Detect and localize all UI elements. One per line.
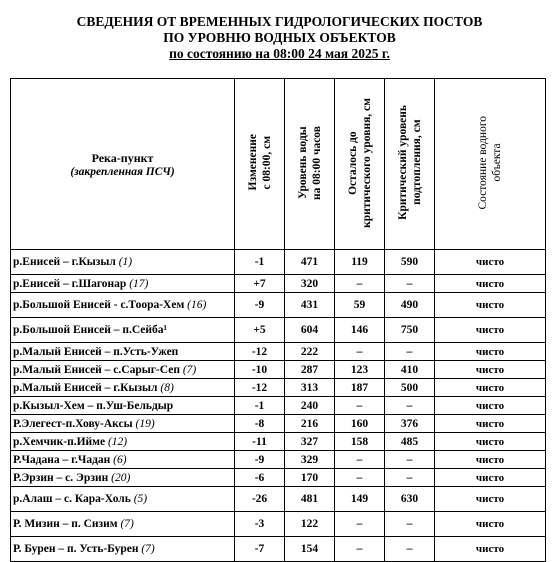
river-point-name: Р. Мизин – п. Сизим bbox=[13, 518, 118, 530]
state-cell: чисто bbox=[435, 293, 546, 318]
river-point-note: (5) bbox=[133, 493, 148, 505]
river-point-note: (7) bbox=[120, 518, 134, 530]
change-cell: -12 bbox=[235, 379, 285, 397]
river-point bbox=[11, 343, 235, 361]
state-cell: чисто bbox=[435, 250, 546, 275]
river-point-name: р.Малый Енисей – г.Кызыл bbox=[13, 381, 158, 394]
change-cell: -1 bbox=[235, 250, 285, 275]
river-point bbox=[11, 379, 235, 397]
col-remaining bbox=[335, 79, 385, 250]
remaining-cell: – bbox=[335, 343, 385, 361]
river-point bbox=[11, 318, 235, 343]
col-change bbox=[235, 79, 285, 250]
remaining-cell: 160 bbox=[335, 415, 385, 433]
river-point bbox=[11, 537, 235, 562]
river-point-name: р.Малый Енисей – с.Сарыг-Сеп bbox=[13, 363, 180, 376]
table-row bbox=[11, 361, 546, 379]
state-cell: чисто bbox=[435, 433, 546, 451]
level-cell: 431 bbox=[285, 293, 335, 318]
report-date: по состоянию на 08:00 24 мая 2025 г. bbox=[169, 46, 390, 61]
col-level-label: Уровень воды на 08:00 часов bbox=[296, 125, 323, 200]
critical-cell: 630 bbox=[385, 487, 435, 512]
col-state bbox=[435, 79, 546, 250]
river-point bbox=[11, 512, 235, 537]
remaining-cell: – bbox=[335, 275, 385, 293]
critical-cell: 410 bbox=[385, 361, 435, 379]
change-cell: -6 bbox=[235, 469, 285, 487]
river-point-name: р.Кызыл-Хем – п.Уш-Бельдыр bbox=[13, 399, 174, 412]
table-header-row bbox=[11, 79, 546, 250]
level-cell: 287 bbox=[285, 361, 335, 379]
level-cell: 329 bbox=[285, 451, 335, 469]
remaining-cell: – bbox=[335, 451, 385, 469]
critical-cell: 500 bbox=[385, 379, 435, 397]
river-point-name: р.Большой Енисей – п.Сейба¹ bbox=[13, 324, 167, 336]
river-point-note: (20) bbox=[111, 471, 131, 484]
state-cell: чисто bbox=[435, 469, 546, 487]
report-title: СВЕДЕНИЯ ОТ ВРЕМЕННЫХ ГИДРОЛОГИЧЕСКИХ ПОСТОВ bbox=[76, 14, 483, 29]
col-change-label: Изменение с 08:00, см bbox=[246, 134, 273, 191]
level-cell: 604 bbox=[285, 318, 335, 343]
river-point bbox=[11, 397, 235, 415]
critical-cell: 490 bbox=[385, 293, 435, 318]
state-cell: чисто bbox=[435, 361, 546, 379]
river-point-note: (19) bbox=[135, 417, 155, 430]
change-cell: -12 bbox=[235, 343, 285, 361]
state-cell: чисто bbox=[435, 537, 546, 562]
table-row bbox=[11, 451, 546, 469]
remaining-cell: 158 bbox=[335, 433, 385, 451]
level-cell: 313 bbox=[285, 379, 335, 397]
hydro-table bbox=[10, 78, 546, 562]
river-point-name: Р.Элегест-п.Хову-Аксы bbox=[13, 417, 133, 430]
critical-cell: 485 bbox=[385, 433, 435, 451]
state-cell: чисто bbox=[435, 379, 546, 397]
critical-cell: – bbox=[385, 451, 435, 469]
change-cell: +7 bbox=[235, 275, 285, 293]
col-state-label: Состояние водного объекта bbox=[477, 115, 503, 210]
level-cell: 170 bbox=[285, 469, 335, 487]
remaining-cell: – bbox=[335, 537, 385, 562]
critical-cell: 750 bbox=[385, 318, 435, 343]
table-row bbox=[11, 433, 546, 451]
river-point-name: Р. Бурен – п. Усть-Бурен bbox=[13, 543, 139, 555]
change-cell: -11 bbox=[235, 433, 285, 451]
change-cell: +5 bbox=[235, 318, 285, 343]
river-point bbox=[11, 415, 235, 433]
level-cell: 471 bbox=[285, 250, 335, 275]
change-cell: -26 bbox=[235, 487, 285, 512]
table-row bbox=[11, 415, 546, 433]
remaining-cell: 149 bbox=[335, 487, 385, 512]
river-point bbox=[11, 361, 235, 379]
river-point-note: (17) bbox=[129, 277, 149, 290]
critical-cell: 376 bbox=[385, 415, 435, 433]
state-cell: чисто bbox=[435, 343, 546, 361]
level-cell: 327 bbox=[285, 433, 335, 451]
change-cell: -7 bbox=[235, 537, 285, 562]
river-point-note: (7) bbox=[141, 543, 155, 555]
river-point-note: (1) bbox=[118, 256, 133, 268]
river-point-note: (12) bbox=[107, 435, 128, 448]
remaining-cell: – bbox=[335, 469, 385, 487]
table-row bbox=[11, 250, 546, 275]
level-cell: 222 bbox=[285, 343, 335, 361]
state-cell: чисто bbox=[435, 512, 546, 537]
state-cell: чисто bbox=[435, 451, 546, 469]
table-row bbox=[11, 537, 546, 562]
river-point bbox=[11, 250, 235, 275]
river-point-note: (7) bbox=[182, 363, 197, 376]
river-point-name: р.Енисей – г.Шагонар bbox=[13, 277, 127, 290]
river-point bbox=[11, 487, 235, 512]
state-cell: чисто bbox=[435, 487, 546, 512]
level-cell: 122 bbox=[285, 512, 335, 537]
remaining-cell: 123 bbox=[335, 361, 385, 379]
table-row bbox=[11, 293, 546, 318]
river-point-name: р.Малый Енисей – п.Усть-Ужеп bbox=[13, 345, 179, 358]
table-row bbox=[11, 343, 546, 361]
critical-cell: – bbox=[385, 537, 435, 562]
critical-cell: – bbox=[385, 275, 435, 293]
river-point-name: Р.Чадана – г.Чадан bbox=[13, 453, 111, 466]
change-cell: -1 bbox=[235, 397, 285, 415]
river-point bbox=[11, 275, 235, 293]
critical-cell: – bbox=[385, 343, 435, 361]
river-point-note: (16) bbox=[187, 299, 207, 311]
remaining-cell: – bbox=[335, 512, 385, 537]
col-critical bbox=[385, 79, 435, 250]
state-cell: чисто bbox=[435, 275, 546, 293]
level-cell: 216 bbox=[285, 415, 335, 433]
table-row bbox=[11, 318, 546, 343]
river-point-name: р.Енисей – г.Кызыл bbox=[13, 256, 116, 268]
level-cell: 154 bbox=[285, 537, 335, 562]
change-cell: -8 bbox=[235, 415, 285, 433]
state-cell: чисто bbox=[435, 397, 546, 415]
table-row bbox=[11, 512, 546, 537]
change-cell: -3 bbox=[235, 512, 285, 537]
river-point bbox=[11, 469, 235, 487]
critical-cell: – bbox=[385, 397, 435, 415]
level-cell: 481 bbox=[285, 487, 335, 512]
river-point bbox=[11, 433, 235, 451]
river-point bbox=[11, 293, 235, 318]
col-river bbox=[11, 79, 235, 250]
remaining-cell: 146 bbox=[335, 318, 385, 343]
state-cell: чисто bbox=[435, 415, 546, 433]
state-cell: чисто bbox=[435, 318, 546, 343]
river-point-name: р.Хемчик-п.Ийме bbox=[13, 435, 106, 448]
report-subtitle: ПО УРОВНЮ ВОДНЫХ ОБЪЕКТОВ bbox=[163, 30, 396, 45]
level-cell: 320 bbox=[285, 275, 335, 293]
change-cell: -9 bbox=[235, 293, 285, 318]
remaining-cell: 119 bbox=[335, 250, 385, 275]
col-river-label: Река-пункт bbox=[91, 150, 154, 165]
col-remaining-label: Осталось до критического уровня, см bbox=[346, 97, 373, 228]
river-point-note: (8) bbox=[160, 381, 174, 394]
table-row bbox=[11, 397, 546, 415]
remaining-cell: – bbox=[335, 397, 385, 415]
change-cell: -9 bbox=[235, 451, 285, 469]
table-row bbox=[11, 487, 546, 512]
remaining-cell: 187 bbox=[335, 379, 385, 397]
remaining-cell: 59 bbox=[335, 293, 385, 318]
table-row bbox=[11, 379, 546, 397]
river-point-name: р.Алаш – с. Кара-Холь bbox=[13, 493, 131, 505]
critical-cell: 590 bbox=[385, 250, 435, 275]
table-row bbox=[11, 275, 546, 293]
river-point-name: Р.Эрзин – с. Эрзин bbox=[13, 471, 109, 484]
critical-cell: – bbox=[385, 512, 435, 537]
change-cell: -10 bbox=[235, 361, 285, 379]
river-point-name: р.Большой Енисей - с.Тоора-Хем bbox=[13, 299, 185, 311]
river-point-note: (6) bbox=[113, 453, 127, 466]
col-critical-label: Критический уровень подтопления, см bbox=[396, 105, 423, 220]
col-river-sub: (закрепленная ПСЧ) bbox=[70, 165, 175, 178]
col-level bbox=[285, 79, 335, 250]
level-cell: 240 bbox=[285, 397, 335, 415]
table-row bbox=[11, 469, 546, 487]
critical-cell: – bbox=[385, 469, 435, 487]
river-point bbox=[11, 451, 235, 469]
